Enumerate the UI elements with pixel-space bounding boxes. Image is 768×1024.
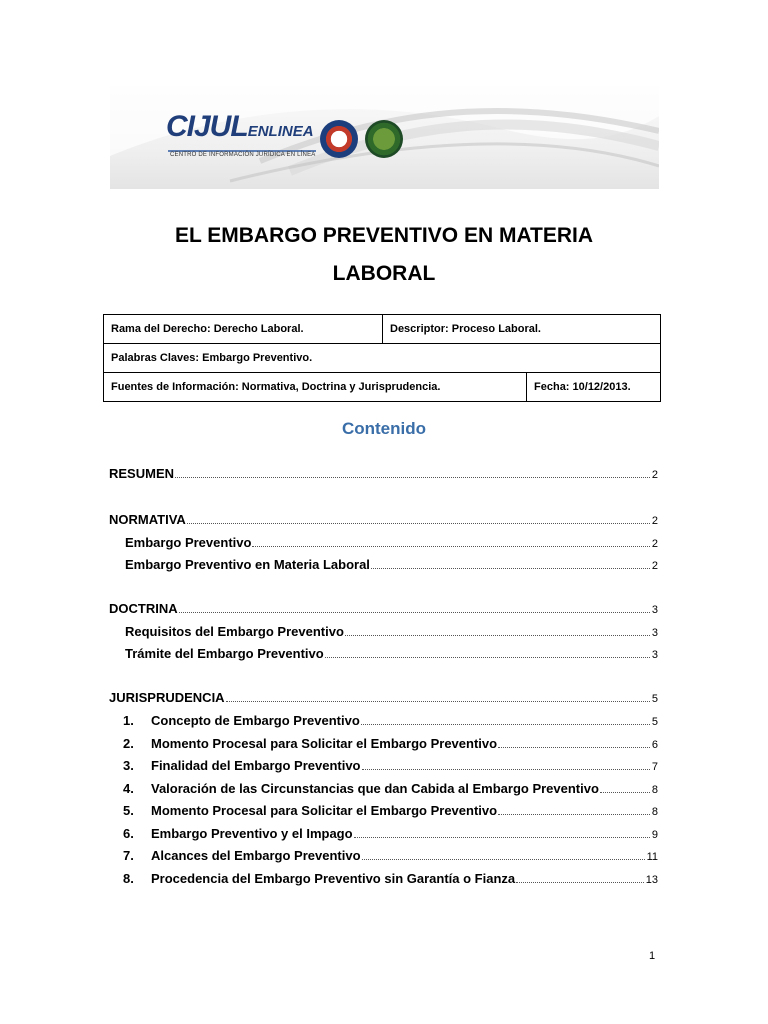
toc-entry-label: DOCTRINA — [109, 601, 178, 616]
logo-main-text: CIJUL — [166, 110, 248, 143]
toc-entry[interactable] — [109, 690, 658, 705]
toc-entry-page: 6 — [651, 739, 658, 751]
toc-leader-dots — [187, 523, 650, 524]
toc-entry[interactable] — [125, 624, 658, 639]
logo-sub-text: ENLINEA — [247, 123, 314, 140]
toc-entry[interactable] — [123, 848, 658, 863]
institution-seal-icon — [365, 120, 403, 158]
toc-leader-dots — [252, 546, 649, 547]
toc-entry-page: 3 — [651, 604, 658, 616]
toc-entry-label: RESUMEN — [109, 466, 175, 481]
university-seal-icon — [320, 120, 358, 158]
toc-entry[interactable] — [125, 535, 658, 550]
toc-leader-dots — [175, 477, 650, 478]
toc-entry[interactable] — [125, 646, 658, 661]
toc-entry-number: 6. — [123, 826, 134, 841]
toc-entry-number: 5. — [123, 803, 134, 818]
fecha-cell: Fecha: 10/12/2013. — [527, 373, 661, 402]
logo-caption: CENTRO DE INFORMACIÓN JURÍDICA EN LÍNEA — [170, 152, 316, 158]
toc-entry-label: Procedencia del Embargo Preventivo sin Garantía o Fianza — [151, 871, 516, 886]
toc-leader-dots — [226, 701, 650, 702]
document-title-line1: EL EMBARGO PREVENTIVO EN MATERIA — [174, 224, 594, 247]
toc-entry-label: Embargo Preventivo en Materia Laboral — [125, 557, 370, 572]
document-title-line2: LABORAL — [332, 262, 436, 285]
toc-entry-label: Requisitos del Embargo Preventivo — [125, 624, 344, 639]
toc-entry-page: 8 — [651, 806, 658, 818]
toc-entry-page: 5 — [651, 716, 658, 728]
toc-leader-dots — [325, 657, 650, 658]
toc-leader-dots — [354, 837, 650, 838]
toc-entry-page: 3 — [651, 627, 658, 639]
metadata-table — [103, 314, 661, 402]
toc-entry-page: 2 — [651, 538, 658, 550]
toc-leader-dots — [371, 568, 650, 569]
toc-entry[interactable] — [109, 512, 658, 527]
toc-entry-page: 11 — [646, 851, 658, 863]
page-number: 1 — [649, 950, 656, 962]
toc-leader-dots — [516, 882, 644, 883]
contenido-heading: Contenido — [341, 419, 427, 438]
toc-entry[interactable] — [123, 758, 658, 773]
toc-entry[interactable] — [123, 736, 658, 751]
toc-entry-label: Trámite del Embargo Preventivo — [125, 646, 324, 661]
toc-entry[interactable] — [109, 601, 658, 616]
toc-entry-page: 2 — [651, 469, 658, 481]
descriptor-cell: Descriptor: Proceso Laboral. — [383, 315, 661, 344]
toc-entry-label: Finalidad del Embargo Preventivo — [151, 758, 361, 773]
toc-entry-number: 3. — [123, 758, 134, 773]
toc-entry-page: 3 — [651, 649, 658, 661]
toc-entry-label: Alcances del Embargo Preventivo — [151, 848, 361, 863]
toc-entry-label: JURISPRUDENCIA — [109, 690, 225, 705]
toc-leader-dots — [179, 612, 650, 613]
toc-entry[interactable] — [123, 871, 658, 886]
toc-entry-page: 2 — [651, 560, 658, 572]
toc-entry-number: 2. — [123, 736, 134, 751]
toc-entry-number: 4. — [123, 781, 134, 796]
toc-entry-page: 7 — [651, 761, 658, 773]
toc-entry-label: Concepto de Embargo Preventivo — [151, 713, 360, 728]
palabras-claves-cell: Palabras Claves: Embargo Preventivo. — [104, 344, 661, 373]
toc-entry-page: 9 — [651, 829, 658, 841]
toc-entry-number: 7. — [123, 848, 134, 863]
toc-entry-label: Momento Procesal para Solicitar el Embargo Preventivo — [151, 803, 498, 818]
toc-entry-label: Embargo Preventivo — [125, 535, 252, 550]
toc-entry[interactable] — [123, 826, 658, 841]
cijul-logo — [166, 110, 314, 144]
toc-entry-number: 1. — [123, 713, 134, 728]
toc-leader-dots — [362, 859, 645, 860]
toc-leader-dots — [345, 635, 650, 636]
toc-entry-label: Momento Procesal para Solicitar el Embargo Preventivo — [151, 736, 498, 751]
toc-leader-dots — [600, 792, 650, 793]
rama-cell: Rama del Derecho: Derecho Laboral. — [104, 315, 383, 344]
toc-entry-page: 8 — [651, 784, 658, 796]
toc-entry-label: NORMATIVA — [109, 512, 186, 527]
toc-leader-dots — [362, 769, 650, 770]
toc-entry-page: 5 — [651, 693, 658, 705]
toc-entry-label: Embargo Preventivo y el Impago — [151, 826, 353, 841]
toc-entry[interactable] — [123, 803, 658, 818]
toc-entry[interactable] — [109, 466, 658, 481]
fuentes-cell: Fuentes de Información: Normativa, Doctrina y Jurisprudencia. — [104, 373, 527, 402]
toc-entry[interactable] — [123, 781, 658, 796]
toc-entry[interactable] — [123, 713, 658, 728]
toc-entry-label: Valoración de las Circunstancias que dan Cabida al Embargo Preventivo — [151, 781, 599, 796]
toc-leader-dots — [361, 724, 650, 725]
toc-entry-number: 8. — [123, 871, 134, 886]
toc-entry-page: 2 — [651, 515, 658, 527]
toc-entry-page: 13 — [645, 874, 658, 886]
toc-leader-dots — [498, 747, 650, 748]
toc-leader-dots — [498, 814, 650, 815]
header-banner — [110, 86, 659, 189]
toc-entry[interactable] — [125, 557, 658, 572]
